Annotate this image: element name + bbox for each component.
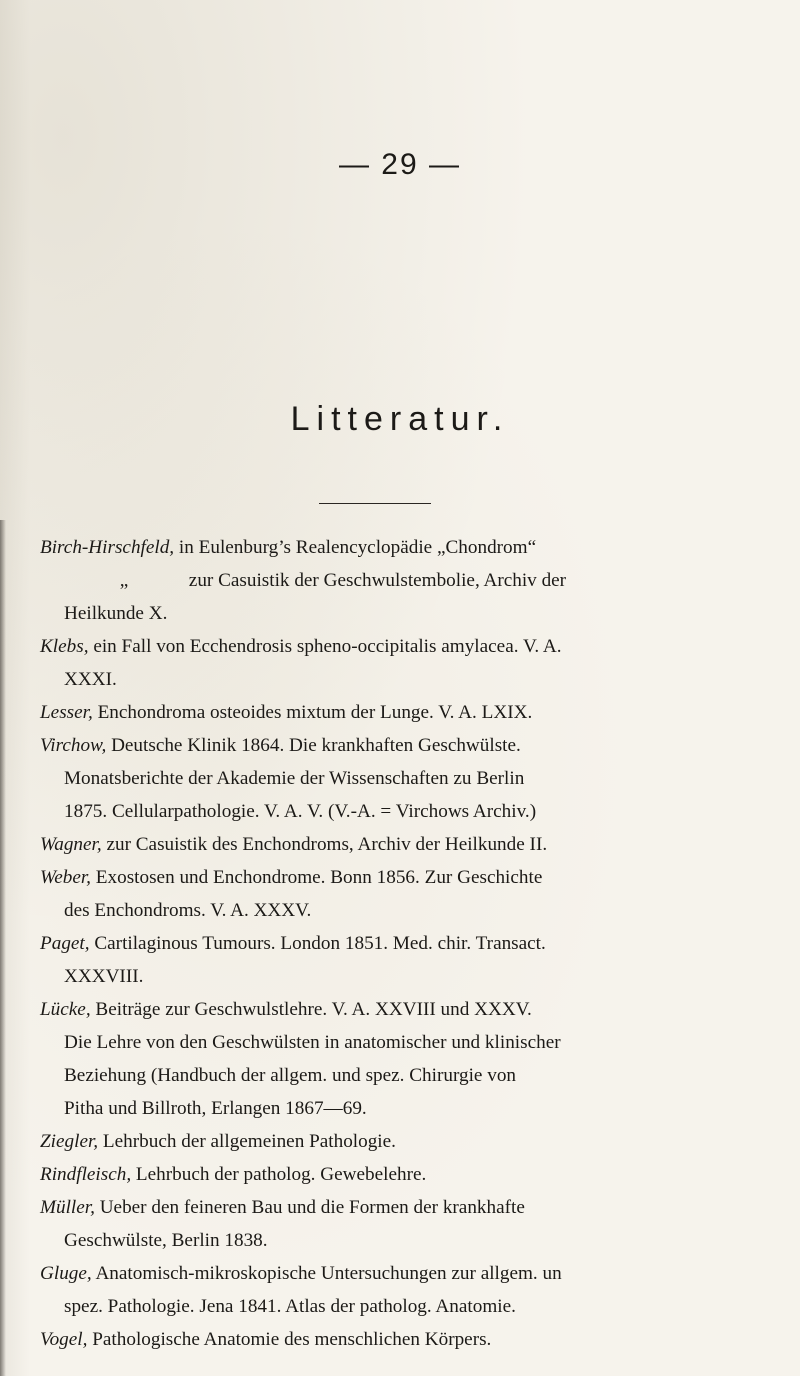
entry-line xyxy=(40,861,785,894)
entry-line xyxy=(40,1323,785,1356)
entry-text: Pathologische Anatomie des menschlichen Körpers. xyxy=(92,1329,492,1350)
bibliography-entry xyxy=(40,1323,785,1356)
entry-author: Klebs, xyxy=(40,636,89,657)
section-heading: Litteratur. xyxy=(290,400,510,438)
ditto-mark: „ xyxy=(119,570,129,591)
entry-text: Ueber den feineren Bau und die Formen der krankhafte xyxy=(99,1197,525,1218)
entry-line: spez. Pathologie. Jena 1841. Atlas der patholog. Anatomie. xyxy=(64,1296,516,1317)
entry-line xyxy=(40,696,785,729)
entry-author: Birch-Hirschfeld, xyxy=(40,537,175,558)
entry-text: Lehrbuch der patholog. Gewebelehre. xyxy=(135,1164,427,1185)
entry-line xyxy=(40,1257,785,1290)
entry-line xyxy=(40,531,785,564)
entry-text: ein Fall von Ecchendrosis spheno-occipitalis amylacea. V. A. xyxy=(93,636,562,657)
page-edge-shadow xyxy=(0,520,6,1376)
bibliography-list xyxy=(40,531,785,1356)
entry-line: Heilkunde X. xyxy=(64,603,168,624)
bibliography-entry xyxy=(40,531,785,630)
entry-text: Anatomisch-mikroskopische Untersuchungen zur allgem. un xyxy=(95,1263,562,1284)
entry-author: Wagner, xyxy=(40,834,102,855)
entry-author: Lesser, xyxy=(40,702,93,723)
entry-author: Ziegler, xyxy=(40,1131,99,1152)
bibliography-entry xyxy=(40,861,785,927)
entry-line xyxy=(40,630,785,663)
entry-line: Beziehung (Handbuch der allgem. und spez. Chirurgie von xyxy=(64,1065,517,1086)
bibliography-entry xyxy=(40,1191,785,1257)
entry-line xyxy=(40,729,785,762)
entry-author: Gluge, xyxy=(40,1263,92,1284)
entry-line: des Enchondroms. V. A. XXXV. xyxy=(64,900,312,921)
entry-author: Paget, xyxy=(40,933,90,954)
entry-text: zur Casuistik der Geschwulstembolie, Archiv der xyxy=(188,570,567,591)
entry-author: Rindfleisch, xyxy=(40,1164,132,1185)
entry-line: XXXVIII. xyxy=(64,966,144,987)
entry-line: Monatsberichte der Akademie der Wissenschaften zu Berlin xyxy=(64,768,525,789)
bibliography-entry xyxy=(40,630,785,696)
entry-text: Deutsche Klinik 1864. Die krankhaften Geschwülste. xyxy=(111,735,521,756)
bibliography-entry xyxy=(40,729,785,828)
entry-text: Exostosen und Enchondrome. Bonn 1856. Zur Geschichte xyxy=(95,867,543,888)
entry-line: 1875. Cellularpathologie. V. A. V. (V.-A. = Virchows Archiv.) xyxy=(64,801,537,822)
entry-author: Müller, xyxy=(40,1197,95,1218)
bibliography-entry xyxy=(40,927,785,993)
entry-line xyxy=(40,1158,785,1191)
entry-line: Geschwülste, Berlin 1838. xyxy=(64,1230,268,1251)
bibliography-entry xyxy=(40,1158,785,1191)
bibliography-entry xyxy=(40,828,785,861)
bibliography-entry xyxy=(40,1257,785,1323)
entry-line xyxy=(40,927,785,960)
entry-line xyxy=(40,1191,785,1224)
entry-text: Enchondroma osteoides mixtum der Lunge. V. A. LXIX. xyxy=(97,702,533,723)
entry-line xyxy=(40,993,785,1026)
page-number: — 29 — xyxy=(338,148,462,181)
entry-line xyxy=(40,1125,785,1158)
bibliography-entry xyxy=(40,696,785,729)
entry-line: Pitha und Billroth, Erlangen 1867—69. xyxy=(64,1098,367,1119)
entry-line: Die Lehre von den Geschwülsten in anatomischer und klinischer xyxy=(64,1032,561,1053)
entry-text: Lehrbuch der allgemeinen Pathologie. xyxy=(102,1131,396,1152)
bibliography-entry xyxy=(40,993,785,1125)
entry-text: in Eulenburg’s Realencyclopädie „Chondrom“ xyxy=(178,537,537,558)
entry-author: Weber, xyxy=(40,867,91,888)
entry-text: Cartilaginous Tumours. London 1851. Med. chir. Transact. xyxy=(94,933,546,954)
entry-line xyxy=(40,828,785,861)
entry-author: Lücke, xyxy=(40,999,91,1020)
bibliography-entry xyxy=(40,1125,785,1158)
entry-line: XXXI. xyxy=(64,669,117,690)
heading-rule xyxy=(319,503,431,504)
entry-text: zur Casuistik des Enchondroms, Archiv der Heilkunde II. xyxy=(106,834,548,855)
entry-line xyxy=(40,564,785,597)
entry-text: Beiträge zur Geschwulstlehre. V. A. XXVIII und XXXV. xyxy=(95,999,532,1020)
entry-author: Virchow, xyxy=(40,735,107,756)
entry-author: Vogel, xyxy=(40,1329,88,1350)
